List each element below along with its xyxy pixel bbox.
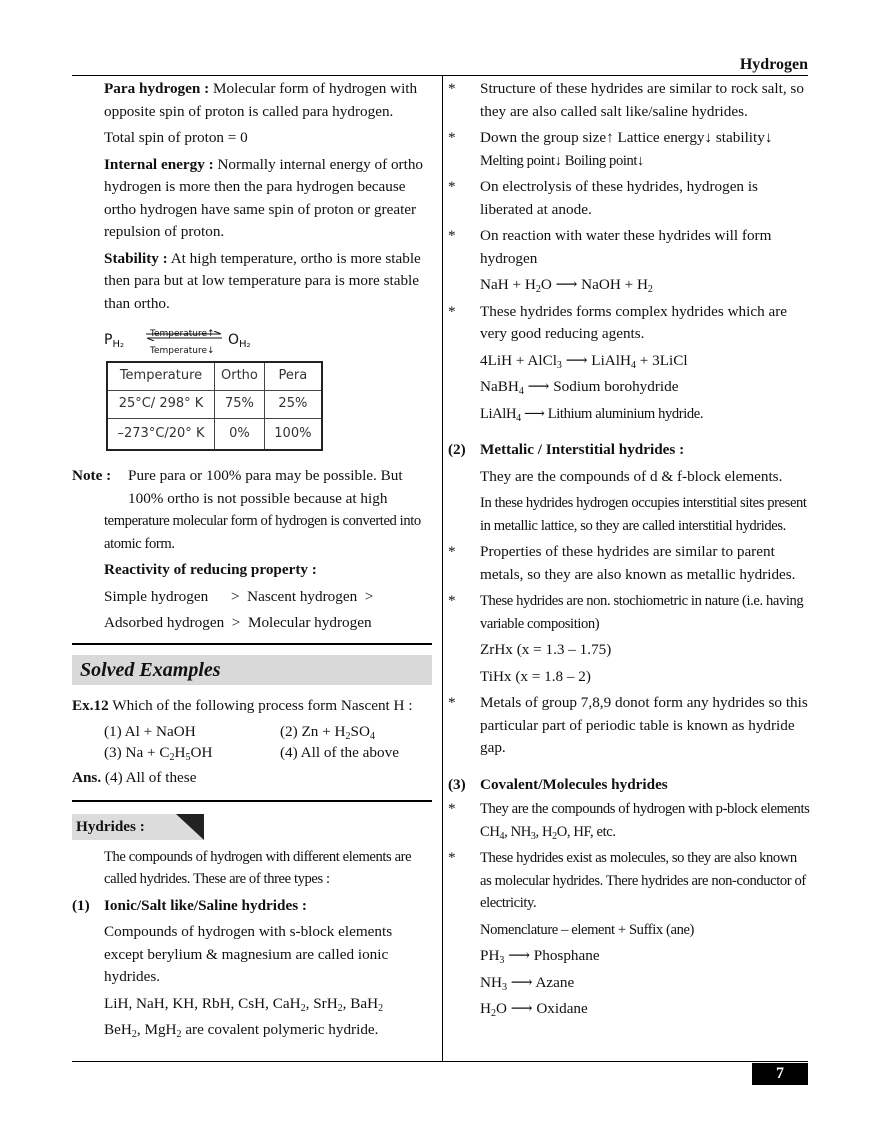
note-text-continued: temperature molecular form of hydrogen is converted into atomic form. [104, 513, 421, 552]
table-cell: 75% [215, 391, 265, 419]
metallic-text: In these hydrides hydrogen occupies interstitial sites present in metallic lattice, so they are called interstitial hydrides. [480, 495, 807, 534]
header-rule [72, 75, 808, 76]
ionic-bullet-5: * These hydrides forms complex hydrides which are very good reducing agents. [448, 302, 788, 342]
table-row [107, 391, 322, 419]
table-row [107, 419, 322, 451]
page-header-title: Hydrogen [739, 56, 808, 73]
option-4: (4) All of the above [280, 744, 399, 761]
metallic-bullet-2: * These hydrides are non. stochiometric in nature (i.e. having variable composition) [448, 592, 804, 632]
option-2: (2) $Zn + H_2SO_4$ [280, 723, 375, 742]
reactivity-title: Reactivity of reducing property : [104, 561, 317, 578]
ionic-bullet-4: * On reaction with water these hydrides will form hydrogen [448, 227, 772, 267]
metallic-bullet-1: * Properties of these hydrides are similar to parent metals, so they are also known as metallic hydrides. [448, 543, 796, 583]
reactivity-line-2: Adsorbed hydrogen > Molecular hydrogen [104, 614, 372, 631]
reaction-lialh4: 4LiH + AlCl$_3$ ⟶ LiAlH$_4$ + 3LiCl [480, 351, 688, 371]
option-3: (3) $Na + C_2H_5OH$ [104, 744, 213, 763]
oxidane-line: $H_2O$ ⟶ Oxidane [480, 1000, 588, 1019]
page-number: 7 [752, 1063, 808, 1085]
note-block [72, 465, 432, 555]
table-header-cell: Ortho [215, 362, 265, 391]
section-separator [72, 643, 432, 645]
table-header-cell: Pera [264, 362, 322, 391]
reaction-nah-water: NaH + $H_2O$ ⟶ NaOH + $H_2$ [480, 276, 653, 295]
table-cell: –273°C/20° K [107, 419, 215, 451]
temperature-down-label: Temperature↓ [150, 346, 215, 356]
example-answer: Ans. (4) All of these [72, 769, 197, 786]
section-separator [72, 800, 432, 802]
option-1: (1) Al + NaOH [104, 723, 196, 740]
hydrides-intro: The compounds of hydrogen with different elements are called hydrides. These are of three types : [104, 848, 412, 887]
ionic-hydrides-heading: (1) Ionic/Salt like/Saline hydrides : [72, 896, 307, 914]
column-divider [442, 76, 443, 1061]
table-cell: 100% [264, 419, 322, 451]
stability-paragraph: Stability : At high temperature, ortho is more stable then para but at low temperature para is more stable than ortho. [104, 249, 421, 312]
equilibrium-diagram [104, 323, 432, 359]
internal-energy-paragraph: Internal energy : Normally internal energy of ortho hydrogen is more then the para hydrogen because ortho hydrogen have same spin of proton or greater repulsion of proton. [104, 155, 424, 240]
table-cell: 25% [264, 391, 322, 419]
table-cell: 25°C/ 298° K [107, 391, 215, 419]
nomenclature-line: Nomenclature – element + Suffix (ane) [480, 921, 695, 938]
solved-examples-heading: Solved Examples [72, 655, 432, 685]
ionic-hydrides-list: LiH, NaH, KH, RbH, CsH, CaH$_2$, SrH$_2$, BaH$_2$ [104, 994, 384, 1014]
ionic-bullet-2: * Down the group size↑ Lattice energy↓ stability↓ Melting point↓ Boiling point↓ [448, 129, 773, 169]
temperature-up-label: Temperature↑ [150, 329, 215, 339]
ionic-hydrides-text: Compounds of hydrogen with s-block elements except berylium & magnesium are called ionic hydrides. [104, 923, 393, 985]
reactivity-line-1: Simple hydrogen > Nascent hydrogen > [104, 587, 374, 605]
lialh4-line: LiAlH$_4$ ⟶ Lithium aluminium hydride. [480, 405, 704, 424]
covalent-polymeric-line: BeH$_2$, MgH$_2$ are covalent polymeric hydride. [104, 1021, 379, 1040]
example-question: Ex.12 Which of the following process form Nascent H : [72, 696, 413, 714]
para-symbol: $P_{H_2}$ [104, 332, 124, 350]
ortho-para-table [106, 361, 323, 451]
ionic-bullet-3: * On electrolysis of these hydrides, hydrogen is liberated at anode. [448, 178, 758, 218]
para-hydrogen-paragraph: Para hydrogen : Molecular form of hydrogen with opposite spin of proton is called para hydrogen. [104, 80, 418, 120]
covalent-bullet-2: * These hydrides exist as molecules, so they are also known as molecular hydrides. There hydrides are non-conductor of electricity. [448, 849, 806, 911]
note-label: Note : [72, 467, 112, 484]
right-column [448, 78, 810, 1021]
note-text: Pure para or 100% para may be possible. But 100% ortho is not possible because at high [128, 467, 403, 507]
metallic-bullet-3: * Metals of group 7,8,9 donot form any hydrides so this particular part of periodic table is known as hydride gap. [448, 694, 808, 756]
phosphane-line: $PH_3$ ⟶ Phosphane [480, 947, 600, 966]
table-cell: 0% [215, 419, 265, 451]
left-column [72, 78, 432, 1042]
ortho-symbol: $O_{H_2}$ [228, 332, 251, 350]
metallic-hydrides-heading: (2) Mettalic / Interstitial hydrides : [448, 441, 685, 458]
example-options [72, 721, 432, 763]
nabh4-line: NaBH$_4$ ⟶ Sodium borohydride [480, 378, 679, 397]
ionic-bullet-1: * Structure of these hydrides are similar to rock salt, so they are also called salt like/saline hydrides. [448, 80, 804, 120]
table-header-row [107, 362, 322, 391]
zrhx-line: ZrHx (x = 1.3 – 1.75) [480, 641, 612, 658]
footer-rule [72, 1061, 808, 1062]
tihx-line: TiHx (x = 1.8 – 2) [480, 667, 591, 685]
table-header-cell: Temperature [107, 362, 215, 391]
metallic-intro: They are the compounds of d & f-block elements. [480, 467, 783, 485]
covalent-bullet-1: * They are the compounds of hydrogen with p-block elements $CH_4$, $NH_3$, $H_2O$, HF, etc. [448, 800, 810, 842]
covalent-hydrides-heading: (3) Covalent/Molecules hydrides [448, 775, 668, 793]
azane-line: $NH_3$ ⟶ Azane [480, 973, 575, 993]
total-spin-line: Total spin of proton = 0 [104, 129, 248, 146]
hydrides-heading: Hydrides : [72, 814, 204, 840]
corner-triangle-icon [176, 814, 204, 840]
